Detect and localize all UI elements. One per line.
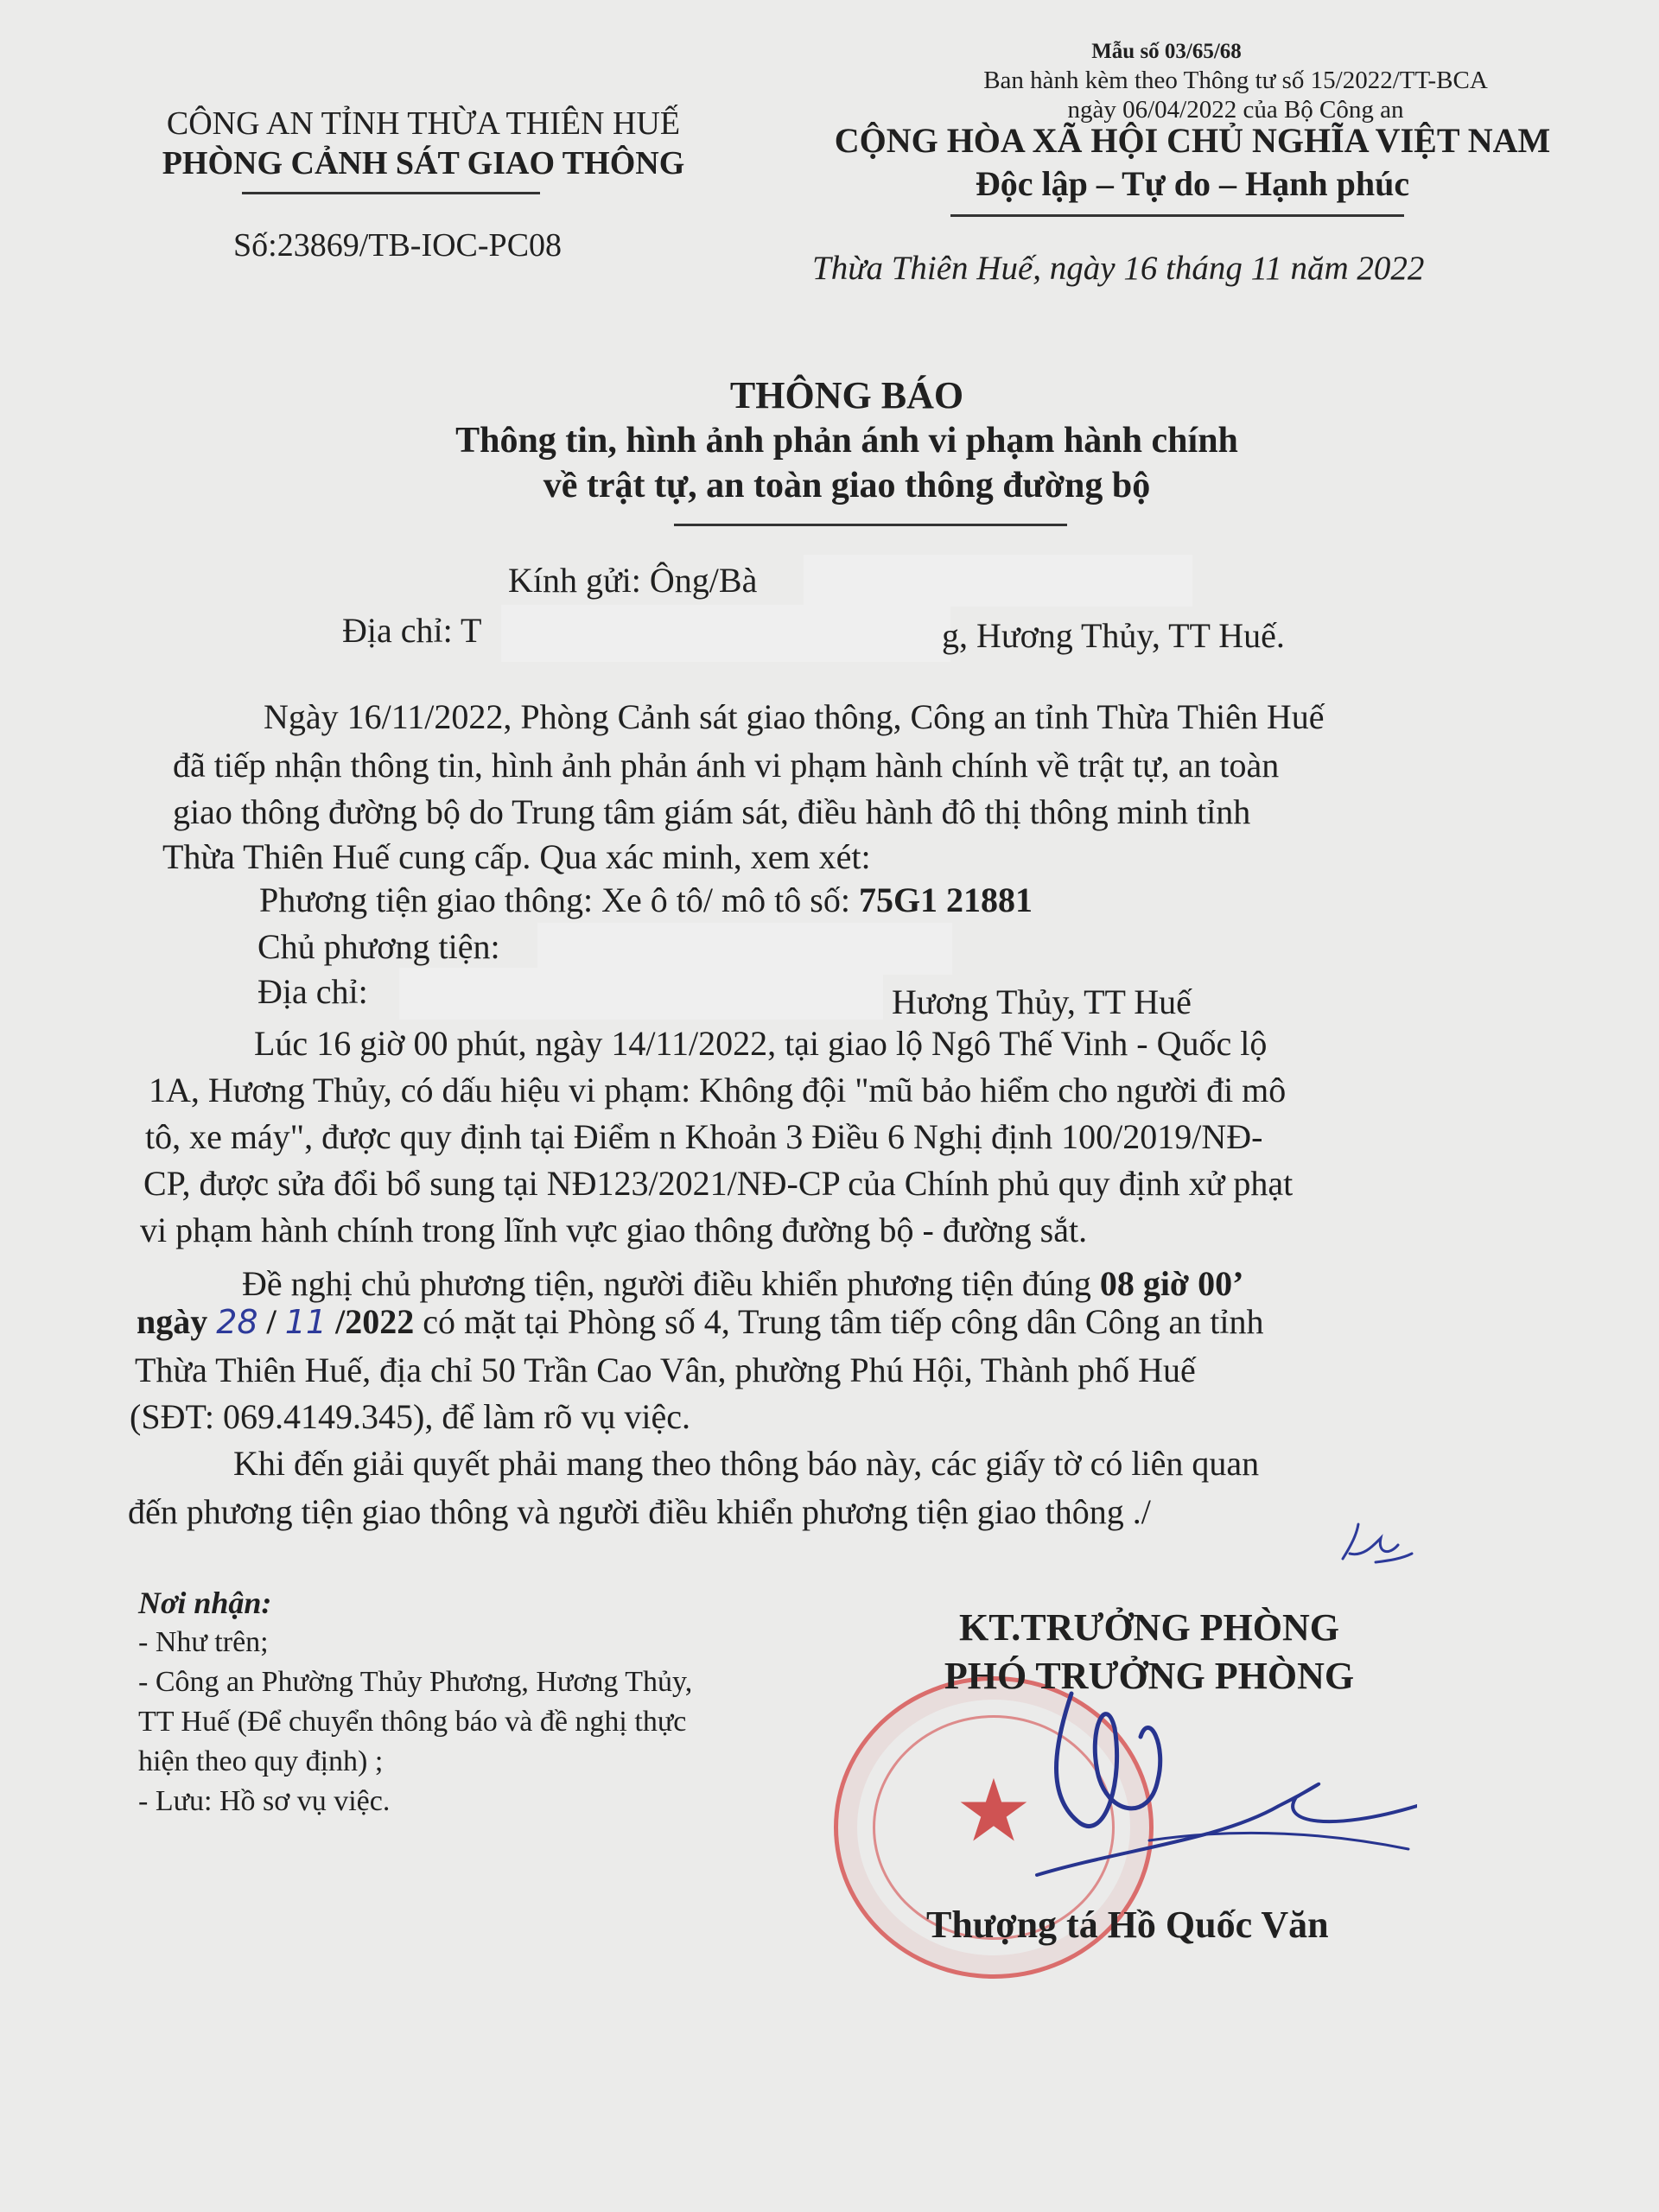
p1-line-2: đã tiếp nhận thông tin, hình ảnh phản ánh vi phạm hành chính về trật tự, an toàn <box>173 746 1280 785</box>
handwritten-signature <box>1020 1676 1417 1901</box>
redaction-box <box>399 968 883 1020</box>
p2-line-5: vi phạm hành chính trong lĩnh vực giao thông đường bộ - đường sắt. <box>140 1211 1088 1249</box>
stamp-star-icon: ★ <box>955 1760 1033 1861</box>
p2-line-1: Lúc 16 giờ 00 phút, ngày 14/11/2022, tại giao lộ Ngô Thế Vinh - Quốc lộ <box>254 1024 1268 1063</box>
recipient-item-2-line-1: - Công an Phường Thủy Phương, Hương Thủy, <box>138 1666 693 1698</box>
title-main: THÔNG BÁO <box>729 374 964 416</box>
recipient-address-label: Địa chỉ: T <box>342 611 482 650</box>
recipient-item-2-line-3: hiện theo quy định) ; <box>138 1745 384 1777</box>
p4-line-2: đến phương tiện giao thông và người điều khiển phương tiện giao thông ./ <box>128 1492 1151 1531</box>
owner-address-tail: Hương Thủy, TT Huế <box>892 982 1192 1021</box>
title-underline <box>674 524 1067 526</box>
issued-line-2: ngày 06/04/2022 của Bộ Công an <box>1067 96 1404 124</box>
p3-request-text: Đề nghị chủ phương tiện, người điều khiển phương tiện đúng <box>242 1264 1091 1303</box>
redaction-box <box>537 923 952 975</box>
recipient-item-3: - Lưu: Hồ sơ vụ việc. <box>138 1785 391 1817</box>
appointment-day-label: ngày <box>137 1302 208 1341</box>
salutation: Kính gửi: Ông/Bà <box>508 561 758 600</box>
date-separator: / <box>266 1302 276 1341</box>
signer-name: Thượng tá Hồ Quốc Văn <box>926 1904 1329 1946</box>
form-number: Mẫu số 03/65/68 <box>1091 40 1242 63</box>
document-number: Số:23869/TB-IOC-PC08 <box>233 227 563 264</box>
redaction-box <box>501 605 950 662</box>
vehicle-line <box>259 880 1033 920</box>
title-sub-2: về trật tự, an toàn giao thông đường bộ <box>543 466 1151 505</box>
signer-role-1: KT.TRƯỞNG PHÒNG <box>959 1606 1339 1649</box>
nation-line-2: Độc lập – Tự do – Hạnh phúc <box>975 164 1410 203</box>
p2-line-3: tô, xe máy", được quy định tại Điểm n Khoản 3 Điều 6 Nghị định 100/2019/NĐ- <box>145 1117 1263 1156</box>
title-sub-1: Thông tin, hình ảnh phản ánh vi phạm hành chính <box>455 421 1238 461</box>
initials-scribble <box>1338 1519 1415 1571</box>
p3-line-3: Thừa Thiên Huế, địa chỉ 50 Trần Cao Vân, phường Phú Hội, Thành phố Huế <box>135 1351 1196 1389</box>
vehicle-label: Phương tiện giao thông: Xe ô tô/ mô tô số: <box>259 880 850 919</box>
p4-line-1: Khi đến giải quyết phải mang theo thông báo này, các giấy tờ có liên quan <box>233 1444 1260 1483</box>
recipients-block <box>138 1583 692 1821</box>
agency-name <box>104 104 743 183</box>
redaction-box <box>804 555 1192 607</box>
vehicle-plate: 75G1 21881 <box>858 880 1033 919</box>
agency-underline <box>242 192 540 194</box>
notice-title <box>259 373 1434 508</box>
p2-line-4: CP, được sửa đổi bổ sung tại NĐ123/2021/NĐ-CP của Chính phủ quy định xử phạt <box>143 1164 1294 1203</box>
p3-line-1 <box>242 1263 1243 1304</box>
p2-line-2: 1A, Hương Thủy, có dấu hiệu vi phạm: Không đội "mũ bảo hiểm cho người đi mô <box>149 1071 1287 1109</box>
agency-line-1: CÔNG AN TỈNH THỪA THIÊN HUẾ <box>166 105 681 142</box>
handwritten-month: 11 <box>284 1303 327 1341</box>
recipient-item-1: - Như trên; <box>138 1626 269 1658</box>
issued-line-1: Ban hành kèm theo Thông tư số 15/2022/TT-BCA <box>983 67 1488 94</box>
document-date: Thừa Thiên Huế, ngày 16 tháng 11 năm 2022 <box>812 250 1425 287</box>
nation-line-1: CỘNG HÒA XÃ HỘI CHỦ NGHĨA VIỆT NAM <box>834 121 1551 160</box>
owner-address-label: Địa chỉ: <box>257 972 368 1011</box>
motto-underline <box>950 214 1404 217</box>
p1-line-1: Ngày 16/11/2022, Phòng Cảnh sát giao thông, Công an tỉnh Thừa Thiên Huế <box>264 697 1325 736</box>
recipient-item-2-line-2: TT Huế (Để chuyển thông báo và đề nghị thực <box>138 1706 687 1738</box>
national-motto <box>760 119 1624 206</box>
signer-role-2: PHÓ TRƯỞNG PHÒNG <box>944 1655 1355 1697</box>
recipient-address-tail: g, Hương Thủy, TT Huế. <box>942 616 1285 655</box>
p3-line-2 <box>137 1301 1264 1342</box>
p1-line-4: Thừa Thiên Huế cung cấp. Qua xác minh, xem xét: <box>162 837 871 876</box>
recipients-heading: Nơi nhận: <box>138 1586 272 1620</box>
issued-by-note <box>933 66 1538 124</box>
p3-line-4: (SĐT: 069.4149.345), để làm rõ vụ việc. <box>130 1397 691 1436</box>
handwritten-day: 28 <box>216 1303 258 1341</box>
owner-label: Chủ phương tiện: <box>257 927 500 966</box>
appointment-year: /2022 <box>335 1302 415 1341</box>
agency-line-2: PHÒNG CẢNH SÁT GIAO THÔNG <box>162 145 685 181</box>
p3-line-2-rest: có mặt tại Phòng số 4, Trung tâm tiếp công dân Công an tỉnh <box>423 1302 1264 1341</box>
appointment-time: 08 giờ 00’ <box>1099 1264 1244 1303</box>
p1-line-3: giao thông đường bộ do Trung tâm giám sát, điều hành đô thị thông minh tỉnh <box>173 792 1251 831</box>
